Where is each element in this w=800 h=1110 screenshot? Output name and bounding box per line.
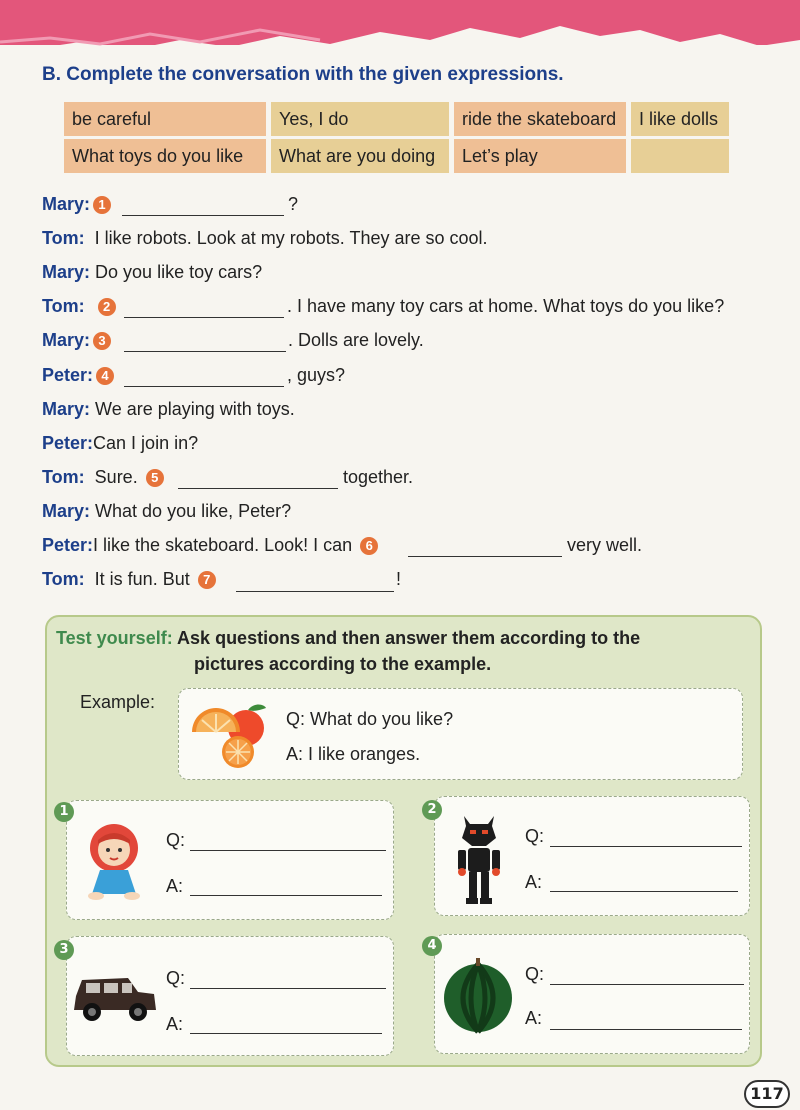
dialogue-line xyxy=(42,365,117,386)
speaker-name: Tom: xyxy=(42,569,85,589)
word-bank-item: I like dolls xyxy=(631,102,729,136)
answer-label: A: xyxy=(166,1014,184,1034)
dialogue-line xyxy=(42,296,119,317)
answer-blank[interactable] xyxy=(124,385,284,387)
line-suffix: . Dolls are lovely. xyxy=(288,330,424,350)
line-suffix: . I have many toy cars at home. What toys do you like? xyxy=(287,296,725,316)
answer-blank[interactable] xyxy=(550,1028,742,1030)
robot-icon xyxy=(456,812,502,906)
instruction-text: Ask questions and then answer them according to the xyxy=(177,628,641,648)
blank-number: 4 xyxy=(96,367,114,385)
instruction-text-2: pictures according to the example. xyxy=(194,654,492,674)
word-bank-item: be careful xyxy=(64,102,266,136)
question-label: Q: xyxy=(525,964,545,984)
answer-label: A: xyxy=(525,1008,543,1028)
speaker-name: Peter: xyxy=(42,535,94,555)
doll-icon xyxy=(82,820,146,902)
answer-blank[interactable] xyxy=(122,214,284,216)
line-text: Sure. xyxy=(94,467,138,487)
blank-number: 3 xyxy=(93,332,111,350)
dialogue-line xyxy=(42,569,219,590)
answer-blank[interactable] xyxy=(550,890,738,892)
blank-number: 5 xyxy=(146,469,164,487)
question-blank[interactable] xyxy=(550,845,742,847)
dialogue-line xyxy=(42,399,295,420)
exercise-number: 2 xyxy=(422,800,442,820)
speaker-name: Mary: xyxy=(42,262,91,282)
question-blank[interactable] xyxy=(190,987,386,989)
speaker-name: Peter: xyxy=(42,365,94,385)
test-yourself-label: Test yourself: xyxy=(56,628,173,648)
answer-label: A: xyxy=(525,872,543,892)
word-bank-item: What are you doing xyxy=(271,139,449,173)
answer-blank[interactable] xyxy=(190,894,382,896)
speaker-name: Mary: xyxy=(42,194,91,214)
dialogue-line xyxy=(42,467,167,488)
line-text: It is fun. But xyxy=(94,569,190,589)
word-bank-item-empty xyxy=(631,139,729,173)
speaker-name: Mary: xyxy=(42,399,91,419)
question-blank[interactable] xyxy=(190,849,386,851)
dialogue-line xyxy=(42,433,198,454)
line-suffix: together. xyxy=(343,467,414,487)
page-number: 117 xyxy=(744,1080,790,1108)
question-blank[interactable] xyxy=(550,983,744,985)
line-text: Can I join in? xyxy=(93,433,199,453)
answer-blank[interactable] xyxy=(178,487,338,489)
blank-number: 2 xyxy=(98,298,116,316)
blank-number: 1 xyxy=(93,196,111,214)
example-label: Example: xyxy=(80,692,156,712)
line-suffix: very well. xyxy=(567,535,643,555)
answer-label: A: xyxy=(166,876,184,896)
line-text: We are playing with toys. xyxy=(95,399,295,419)
speaker-name: Tom: xyxy=(42,467,85,487)
exercise-number: 1 xyxy=(54,802,74,822)
speaker-name: Tom: xyxy=(42,296,85,316)
section-title: B. Complete the conversation with the given expressions. xyxy=(42,64,564,85)
dialogue-line xyxy=(42,330,114,351)
dialogue-line xyxy=(42,535,381,556)
orange-icon xyxy=(188,700,274,772)
speaker-name: Mary: xyxy=(42,330,91,350)
line-text: I like the skateboard. Look! I can xyxy=(93,535,353,555)
question-label: Q: xyxy=(166,830,186,850)
watermelon-icon xyxy=(440,956,516,1034)
answer-blank[interactable] xyxy=(190,1032,382,1034)
exercise-number: 4 xyxy=(422,936,442,956)
blank-number: 6 xyxy=(360,537,378,555)
line-text: What do you like, Peter? xyxy=(95,501,292,521)
word-bank-item: What toys do you like xyxy=(64,139,266,173)
question-label: Q: xyxy=(166,968,186,988)
line-text: I like robots. Look at my robots. They are so cool. xyxy=(94,228,488,248)
dialogue-line xyxy=(42,262,262,283)
answer-blank[interactable] xyxy=(124,350,286,352)
example-question: Q: What do you like? xyxy=(286,709,454,729)
test-yourself-heading xyxy=(56,628,640,649)
line-suffix: ! xyxy=(396,569,402,589)
speaker-name: Mary: xyxy=(42,501,91,521)
exercise-number: 3 xyxy=(54,940,74,960)
word-bank-item: Yes, I do xyxy=(271,102,449,136)
answer-blank[interactable] xyxy=(124,316,284,318)
line-suffix: , guys? xyxy=(287,365,346,385)
top-banner xyxy=(0,0,800,70)
speaker-name: Tom: xyxy=(42,228,85,248)
dialogue-line xyxy=(42,501,291,522)
answer-blank[interactable] xyxy=(408,555,562,557)
answer-blank[interactable] xyxy=(236,590,394,592)
example-answer: A: I like oranges. xyxy=(286,744,421,764)
blank-number: 7 xyxy=(198,571,216,589)
question-label: Q: xyxy=(525,826,545,846)
speaker-name: Peter: xyxy=(42,433,94,453)
line-text: Do you like toy cars? xyxy=(95,262,263,282)
toy-car-icon xyxy=(72,970,158,1024)
line-suffix: ? xyxy=(288,194,299,214)
word-bank-item: ride the skateboard xyxy=(454,102,626,136)
dialogue-line xyxy=(42,228,488,249)
word-bank-item: Let’s play xyxy=(454,139,626,173)
dialogue-line xyxy=(42,194,114,215)
